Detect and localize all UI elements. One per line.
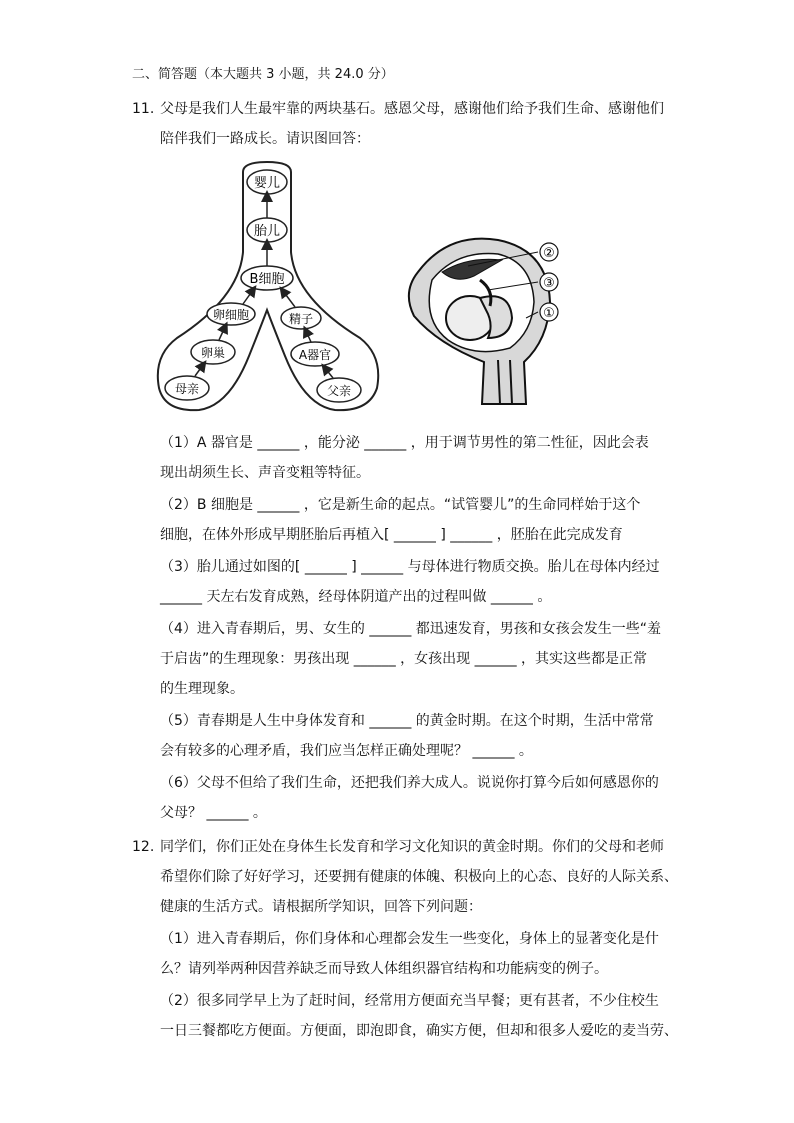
arrow-ovary-egg [219, 327, 225, 340]
q11-part2-line2: 细胞，在体外形成早期胚胎后再植入[ ______ ] ______ ，胚胎在此完成发育 [160, 527, 623, 543]
q11-part4-line2: 于启齿”的生理现象：男孩出现 ______ ，女孩出现 ______ ，其实这些都是正常 [160, 651, 648, 667]
q11-part6-line2: 父母？ ______ 。 [160, 805, 267, 821]
sperm-label: 精子 [288, 312, 314, 326]
q11-part3-line2: ______ 天左右发育成熟，经母体阴道产出的过程叫做 ______ 。 [160, 589, 552, 605]
q11-part5-line1: （5）青春期是人生中身体发育和 ______ 的黄金时期。在这个时期，生活中常常 [160, 713, 654, 729]
question-12-line1: 同学们，你们正处在身体生长发育和学习文化知识的黄金时期。你们的父母和老师 [160, 839, 664, 855]
label-1: ① [543, 306, 555, 321]
q12-part1-line2: 么？请列举两种因营养缺乏而导致人体组织器官结构和功能病变的例子。 [160, 961, 608, 977]
arrow-egg-bcell [243, 290, 253, 304]
q11-part3-line1: （3）胎儿通过如图的[ ______ ] ______ 与母体进行物质交换。胎儿在母体内经过 [160, 559, 660, 575]
bcell-label: B细胞 [249, 272, 285, 287]
q11-part4-line3: 的生理现象。 [160, 681, 244, 697]
q11-part6-line1: （6）父母不但给了我们生命，还把我们养大成人。说说你打算今后如何感恩你的 [160, 775, 659, 791]
arrow-father-organ [325, 368, 333, 378]
organ-a-label: A器官 [298, 348, 332, 362]
mother-label: 母亲 [174, 382, 200, 396]
father-label: 父亲 [326, 384, 352, 398]
arrow-sperm-bcell [283, 291, 295, 307]
ovary-label: 卵巢 [200, 346, 226, 360]
question-11-line2: 陪伴我们一路成长。请识图回答： [160, 131, 370, 147]
arrow-mother-ovary [195, 365, 203, 376]
q12-part2-line2: 一日三餐都吃方便面。方便面，即泡即食，确实方便，但却和很多人爱吃的麦当劳、 [160, 1023, 678, 1039]
egg-label: 卵细胞 [212, 308, 250, 322]
question-11-number: 11. [132, 101, 155, 117]
baby-label: 婴儿 [253, 176, 281, 191]
q12-part2-line1: （2）很多同学早上为了赶时间，经常用方便面充当早餐；更有甚者，不少住校生 [160, 993, 659, 1009]
q11-part2-line1: （2）B 细胞是 ______ ，它是新生命的起点。“试管婴儿”的生命同样始于这个 [160, 497, 641, 513]
q11-part4-line1: （4）进入青春期后，男、女生的 ______ 都迅速发育，男孩和女孩会发生一些“羞 [160, 621, 662, 637]
reproduction-flow-diagram [155, 160, 385, 415]
q11-part1-line2: 现出胡须生长、声音变粗等特征。 [160, 465, 370, 481]
question-12-line3: 健康的生活方式。请根据所学知识，回答下列问题： [160, 899, 482, 915]
q12-part1-line1: （1）进入青春期后，你们身体和心理都会发生一些变化，身体上的显著变化是什 [160, 931, 659, 947]
fetus-label: 胎儿 [253, 224, 281, 239]
uterus-fetus-diagram [398, 232, 573, 412]
q11-part1-line1: （1）A 器官是 ______ ，能分泌 ______ ，用于调节男性的第二性征，因此会表 [160, 435, 649, 451]
question-12-line2: 希望你们除了好好学习，还要拥有健康的体魄、积极向上的心态、良好的人际关系、 [160, 869, 678, 885]
label-2: ② [543, 246, 555, 261]
q11-part5-line2: 会有较多的心理矛盾，我们应当怎样正确处理呢？ ______ 。 [160, 743, 533, 759]
question-12-number: 12. [132, 839, 155, 855]
section-title: 二、简答题（本大题共 3 小题，共 24.0 分） [132, 67, 394, 82]
question-11-line1: 父母是我们人生最牢靠的两块基石。感恩父母，感谢他们给予我们生命、感谢他们 [160, 101, 664, 117]
label-3: ③ [543, 276, 555, 291]
arrow-organ-sperm [306, 331, 311, 342]
